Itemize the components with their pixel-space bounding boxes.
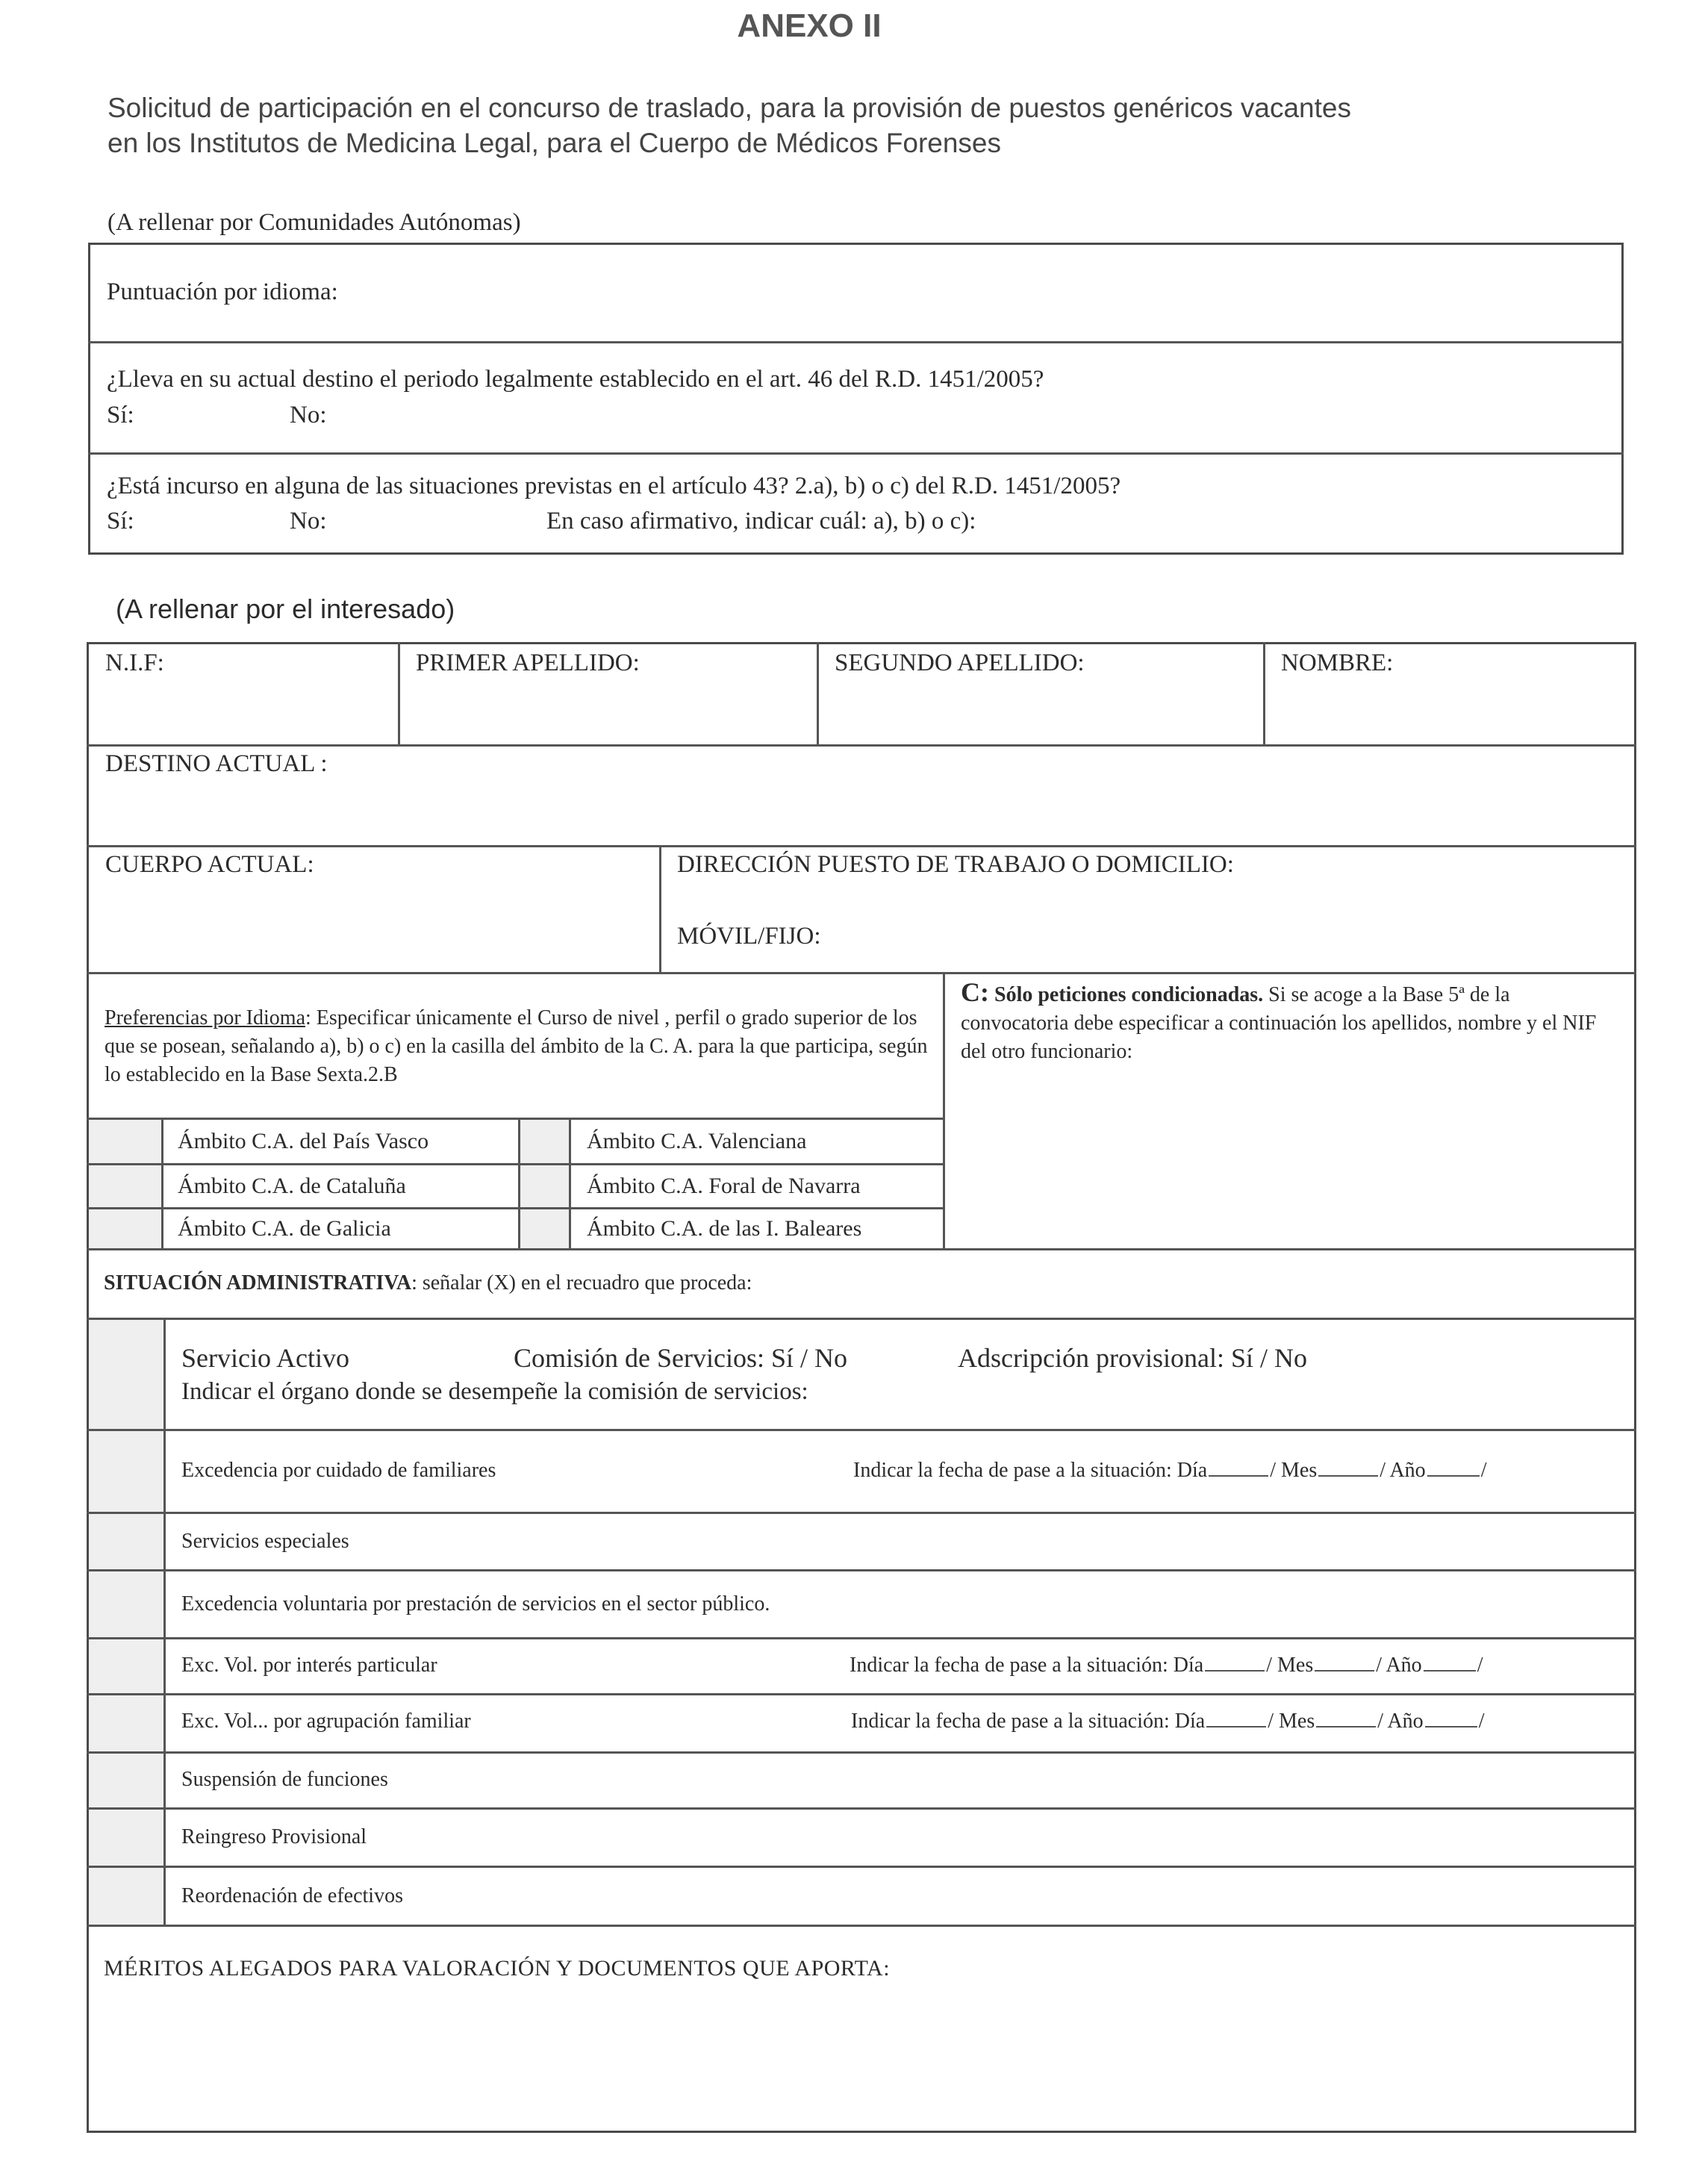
movil-fijo-field[interactable]: MÓVIL/FIJO: [677,923,821,950]
divider [87,744,1636,747]
divider [87,845,1636,847]
ambito-navarra: Ámbito C.A. Foral de Navarra [587,1174,861,1198]
nif-field[interactable]: N.I.F: [105,649,164,676]
anio-label: / Año [1377,1710,1424,1733]
q1-si-field[interactable]: Sí: [107,402,134,429]
situacion-checkbox-2[interactable] [89,1571,164,1637]
divider [87,1751,1636,1754]
ccaa-section-label: (A rellenar por Comunidades Autónomas) [107,209,521,236]
divider [88,341,1624,343]
ambito-checkbox-cataluna[interactable] [89,1165,161,1207]
dia-blank[interactable] [1205,1669,1265,1672]
situacion-checkbox-1[interactable] [89,1514,164,1569]
interesado-section-label: (A rellenar por el interesado) [116,594,455,624]
fecha-label: Indicar la fecha de pase a la situación: Día [850,1654,1204,1677]
slash: / [1478,1710,1485,1733]
situacion-instruction: : señalar (X) en el recuadro que proceda: [411,1271,752,1295]
anio-blank[interactable] [1427,1474,1480,1477]
preferencias-title: Preferencias por Idioma [105,1006,305,1029]
situacion-option-5: Suspensión de funciones [181,1768,388,1791]
fecha-label: Indicar la fecha de pase a la situación: Día [851,1710,1206,1733]
divider [398,642,400,745]
primer-apellido-field[interactable]: PRIMER APELLIDO: [416,649,640,676]
mes-blank[interactable] [1318,1474,1378,1477]
mes-blank[interactable] [1315,1669,1374,1672]
comision-servicios-label: Comisión de Servicios: Sí / No [514,1343,848,1373]
cuerpo-actual-field[interactable]: CUERPO ACTUAL: [105,851,314,878]
fecha-field-agrupacion-familiar[interactable] [851,1710,1484,1733]
situacion-title [104,1271,752,1295]
ambito-baleares: Ámbito C.A. de las I. Baleares [587,1216,862,1241]
situacion-checkbox-6[interactable] [89,1810,164,1866]
divider [87,1318,1636,1320]
divider [569,1118,571,1249]
situacion-checkbox-3[interactable] [89,1639,164,1693]
servicio-activo-label: Servicio Activo [181,1343,349,1373]
divider [87,1637,1636,1639]
segundo-apellido-field[interactable]: SEGUNDO APELLIDO: [835,649,1085,676]
divider [87,1569,1636,1571]
situacion-checkbox-servicio-activo[interactable] [89,1320,164,1429]
condicionadas-instructions: Si se acoge a la Base 5ª de la convocatoria debe especificar a continuación los apellidos, nombre y el NIF del otro funcionario: [961,983,1597,1063]
question-situaciones-43: ¿Está incurso en alguna de las situaciones previstas en el artículo 43? 2.a), b) o c) del R.D. 1451/2005? [107,473,1121,499]
preferencias-idioma-text [105,1004,933,1089]
situacion-option-6: Reingreso Provisional [181,1825,367,1848]
anio-blank[interactable] [1424,1669,1476,1672]
q2-afirmativo-field[interactable]: En caso afirmativo, indicar cuál: a), b) o c): [546,508,976,535]
anio-label: / Año [1380,1459,1426,1482]
fecha-label: Indicar la fecha de pase a la situación: Día [853,1459,1208,1482]
ambito-checkbox-navarra[interactable] [520,1165,569,1207]
situacion-heading: SITUACIÓN ADMINISTRATIVA [104,1271,412,1295]
situacion-checkbox-5[interactable] [89,1754,164,1807]
situacion-option-3: Exc. Vol. por interés particular [181,1654,437,1677]
slash: / [1480,1459,1487,1482]
ambito-checkbox-galicia[interactable] [89,1209,161,1248]
divider [87,1163,945,1165]
situacion-option-2: Excedencia voluntaria por prestación de servicios en el sector público. [181,1592,770,1616]
question-periodo-destino: ¿Lleva en su actual destino el periodo legalmente establecido en el art. 46 del R.D. 1451/2005? [107,366,1044,393]
ambito-checkbox-baleares[interactable] [520,1209,569,1248]
ambito-valenciana: Ámbito C.A. Valenciana [587,1129,807,1153]
ambito-cataluna: Ámbito C.A. de Cataluña [178,1174,406,1198]
situacion-option-7: Reordenación de efectivos [181,1884,403,1907]
situacion-checkbox-0[interactable] [89,1431,164,1512]
divider [1263,642,1265,745]
subtitle-line-1: Solicitud de participación en el concurso de traslado, para la provisión de puestos genéricos vacantes [107,93,1351,123]
situacion-checkbox-7[interactable] [89,1868,164,1925]
dia-blank[interactable] [1206,1725,1266,1727]
situacion-option-0: Excedencia por cuidado de familiares [181,1459,496,1482]
nombre-field[interactable]: NOMBRE: [1281,649,1394,676]
divider [87,1207,945,1209]
ambito-checkbox-valenciana[interactable] [520,1120,569,1163]
situacion-option-1: Servicios especiales [181,1530,349,1553]
meritos-field[interactable]: MÉRITOS ALEGADOS PARA VALORACIÓN Y DOCUMENTOS QUE APORTA: [104,1956,891,1981]
anio-blank[interactable] [1425,1725,1477,1727]
situacion-option-4: Exc. Vol... por agrupación familiar [181,1710,471,1733]
fecha-field-interes-particular[interactable] [850,1654,1483,1677]
subtitle-line-2: en los Institutos de Medicina Legal, para el Cuerpo de Médicos Forenses [107,128,1002,158]
divider [87,1118,945,1120]
ambito-pais-vasco: Ámbito C.A. del País Vasco [178,1129,429,1153]
slash: / [1477,1654,1483,1677]
divider [87,1925,1636,1927]
situacion-checkbox-4[interactable] [89,1695,164,1751]
divider [87,972,1636,974]
page-title: ANEXO II [737,7,882,44]
divider [87,1429,1636,1431]
divider [817,642,819,745]
divider [163,1318,166,1925]
q2-si-field[interactable]: Sí: [107,508,134,535]
divider [87,1693,1636,1695]
ambito-galicia: Ámbito C.A. de Galicia [178,1216,391,1241]
adscripcion-provisional-label: Adscripción provisional: Sí / No [958,1343,1307,1373]
condicionadas-title: Sólo peticiones condicionadas. [989,983,1264,1006]
mes-blank[interactable] [1316,1725,1376,1727]
condicionadas-field[interactable] [961,978,1618,1066]
destino-actual-field[interactable]: DESTINO ACTUAL : [105,750,328,777]
divider [87,1512,1636,1514]
divider [659,846,661,973]
indicar-organo-field[interactable]: Indicar el órgano donde se desempeñe la comisión de servicios: [181,1378,808,1405]
q1-no-field[interactable]: No: [290,402,327,429]
ambito-checkbox-pais-vasco[interactable] [89,1120,161,1163]
q2-no-field[interactable]: No: [290,508,327,535]
direccion-field[interactable]: DIRECCIÓN PUESTO DE TRABAJO O DOMICILIO: [677,851,1234,878]
divider [87,1866,1636,1868]
divider [88,452,1624,455]
dia-blank[interactable] [1209,1474,1268,1477]
divider [87,1807,1636,1810]
condicionadas-c: C: [961,977,989,1007]
mes-label: / Mes [1268,1710,1315,1733]
puntuacion-idioma-field[interactable]: Puntuación por idioma: [107,278,338,305]
anio-label: / Año [1376,1654,1422,1677]
preferencias-instructions: : Especificar únicamente el Curso de nivel , perfil o grado superior de los que se posean, señalando a), b) o c) en la casilla del ámbito de la C. A. para la que participa, según lo establecido en la Base Sexta.2.B [105,1006,928,1086]
divider [87,1248,1636,1250]
mes-label: / Mes [1266,1654,1314,1677]
divider [518,1118,520,1249]
fecha-field-excedencia-familiares[interactable] [853,1459,1486,1483]
divider [161,1118,163,1249]
mes-label: / Mes [1270,1459,1318,1482]
